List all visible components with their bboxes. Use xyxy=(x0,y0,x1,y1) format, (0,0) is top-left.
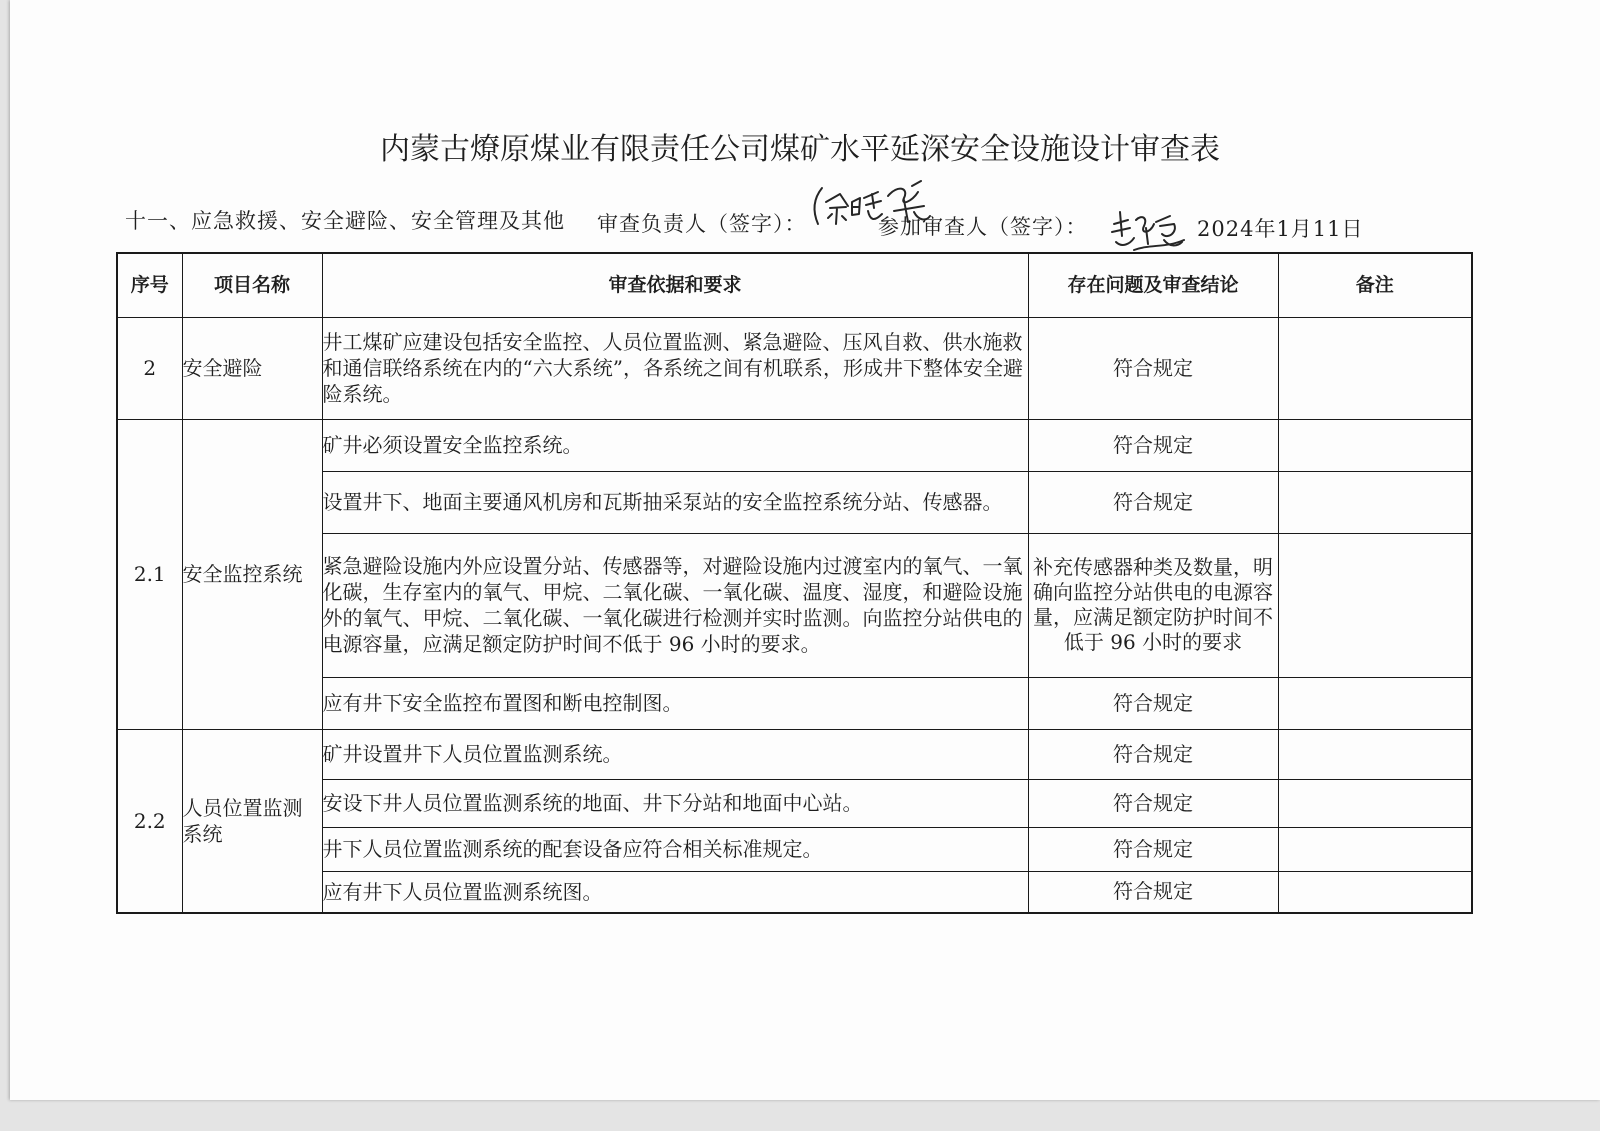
review-basis: 井下人员位置监测系统的配套设备应符合相关标准规定。 xyxy=(322,827,1028,871)
review-basis: 井工煤矿应建设包括安全监控、人员位置监测、紧急避险、压风自救、供水施救和通信联络系统在内的“六大系统”，各系统之间有机联系，形成井下整体安全避险系统。 xyxy=(322,317,1028,419)
table-row xyxy=(117,419,1472,471)
item-name: 安全监控系统 xyxy=(182,419,322,729)
item-name: 人员位置监测系统 xyxy=(182,729,322,913)
remark-cell xyxy=(1278,419,1472,471)
review-conclusion: 符合规定 xyxy=(1028,827,1278,871)
table-row xyxy=(117,729,1472,779)
review-conclusion: 补充传感器种类及数量，明确向监控分站供电的电源容量，应满足额定防护时间不低于 96 小时的要求 xyxy=(1028,533,1278,677)
row-number: 2 xyxy=(117,317,182,419)
reviewer-label: 参加审查人（签字）： xyxy=(878,215,1088,239)
review-conclusion: 符合规定 xyxy=(1028,677,1278,729)
header-conclusion: 存在问题及审查结论 xyxy=(1028,253,1278,317)
document-title: 内蒙古燎原煤业有限责任公司煤矿水平延深安全设施设计审查表 xyxy=(380,132,1220,167)
remark-cell xyxy=(1278,317,1472,419)
remark-cell xyxy=(1278,871,1472,913)
review-basis: 矿井必须设置安全监控系统。 xyxy=(322,419,1028,471)
row-number: 2.2 xyxy=(117,729,182,913)
review-conclusion: 符合规定 xyxy=(1028,317,1278,419)
row-number: 2.1 xyxy=(117,419,182,729)
table-header-row xyxy=(117,253,1472,317)
header-remark: 备注 xyxy=(1278,253,1472,317)
review-table xyxy=(116,252,1473,914)
lead-reviewer-label: 审查负责人（签字）： xyxy=(597,212,807,236)
header-item: 项目名称 xyxy=(182,253,322,317)
item-name: 安全避险 xyxy=(182,317,322,419)
review-conclusion: 符合规定 xyxy=(1028,419,1278,471)
remark-cell xyxy=(1278,471,1472,533)
review-conclusion: 符合规定 xyxy=(1028,471,1278,533)
review-conclusion: 符合规定 xyxy=(1028,779,1278,827)
table-row xyxy=(117,317,1472,419)
reviewer-signature xyxy=(1108,204,1188,254)
review-date: 2024年1月11日 xyxy=(1197,217,1364,241)
review-basis: 安设下井人员位置监测系统的地面、井下分站和地面中心站。 xyxy=(322,779,1028,827)
review-basis: 紧急避险设施内外应设置分站、传感器等，对避险设施内过渡室内的氧气、一氧化碳，生存室内的氧气、甲烷、二氧化碳、一氧化碳、温度、湿度，和避险设施外的氧气、甲烷、二氧化碳、一氧化碳进行检测并实时监测。向监控分站供电的电源容量，应满足额定防护时间不低于 96 小时的要求。 xyxy=(322,533,1028,677)
remark-cell xyxy=(1278,533,1472,677)
remark-cell xyxy=(1278,729,1472,779)
header-basis: 审查依据和要求 xyxy=(322,253,1028,317)
review-conclusion: 符合规定 xyxy=(1028,729,1278,779)
review-basis: 应有井下人员位置监测系统图。 xyxy=(322,871,1028,913)
review-basis: 设置井下、地面主要通风机房和瓦斯抽采泵站的安全监控系统分站、传感器。 xyxy=(322,471,1028,533)
header-no: 序号 xyxy=(117,253,182,317)
remark-cell xyxy=(1278,827,1472,871)
remark-cell xyxy=(1278,779,1472,827)
review-conclusion: 符合规定 xyxy=(1028,871,1278,913)
section-heading: 十一、应急救援、安全避险、安全管理及其他 xyxy=(125,209,565,233)
remark-cell xyxy=(1278,677,1472,729)
review-basis: 应有井下安全监控布置图和断电控制图。 xyxy=(322,677,1028,729)
review-basis: 矿井设置井下人员位置监测系统。 xyxy=(322,729,1028,779)
